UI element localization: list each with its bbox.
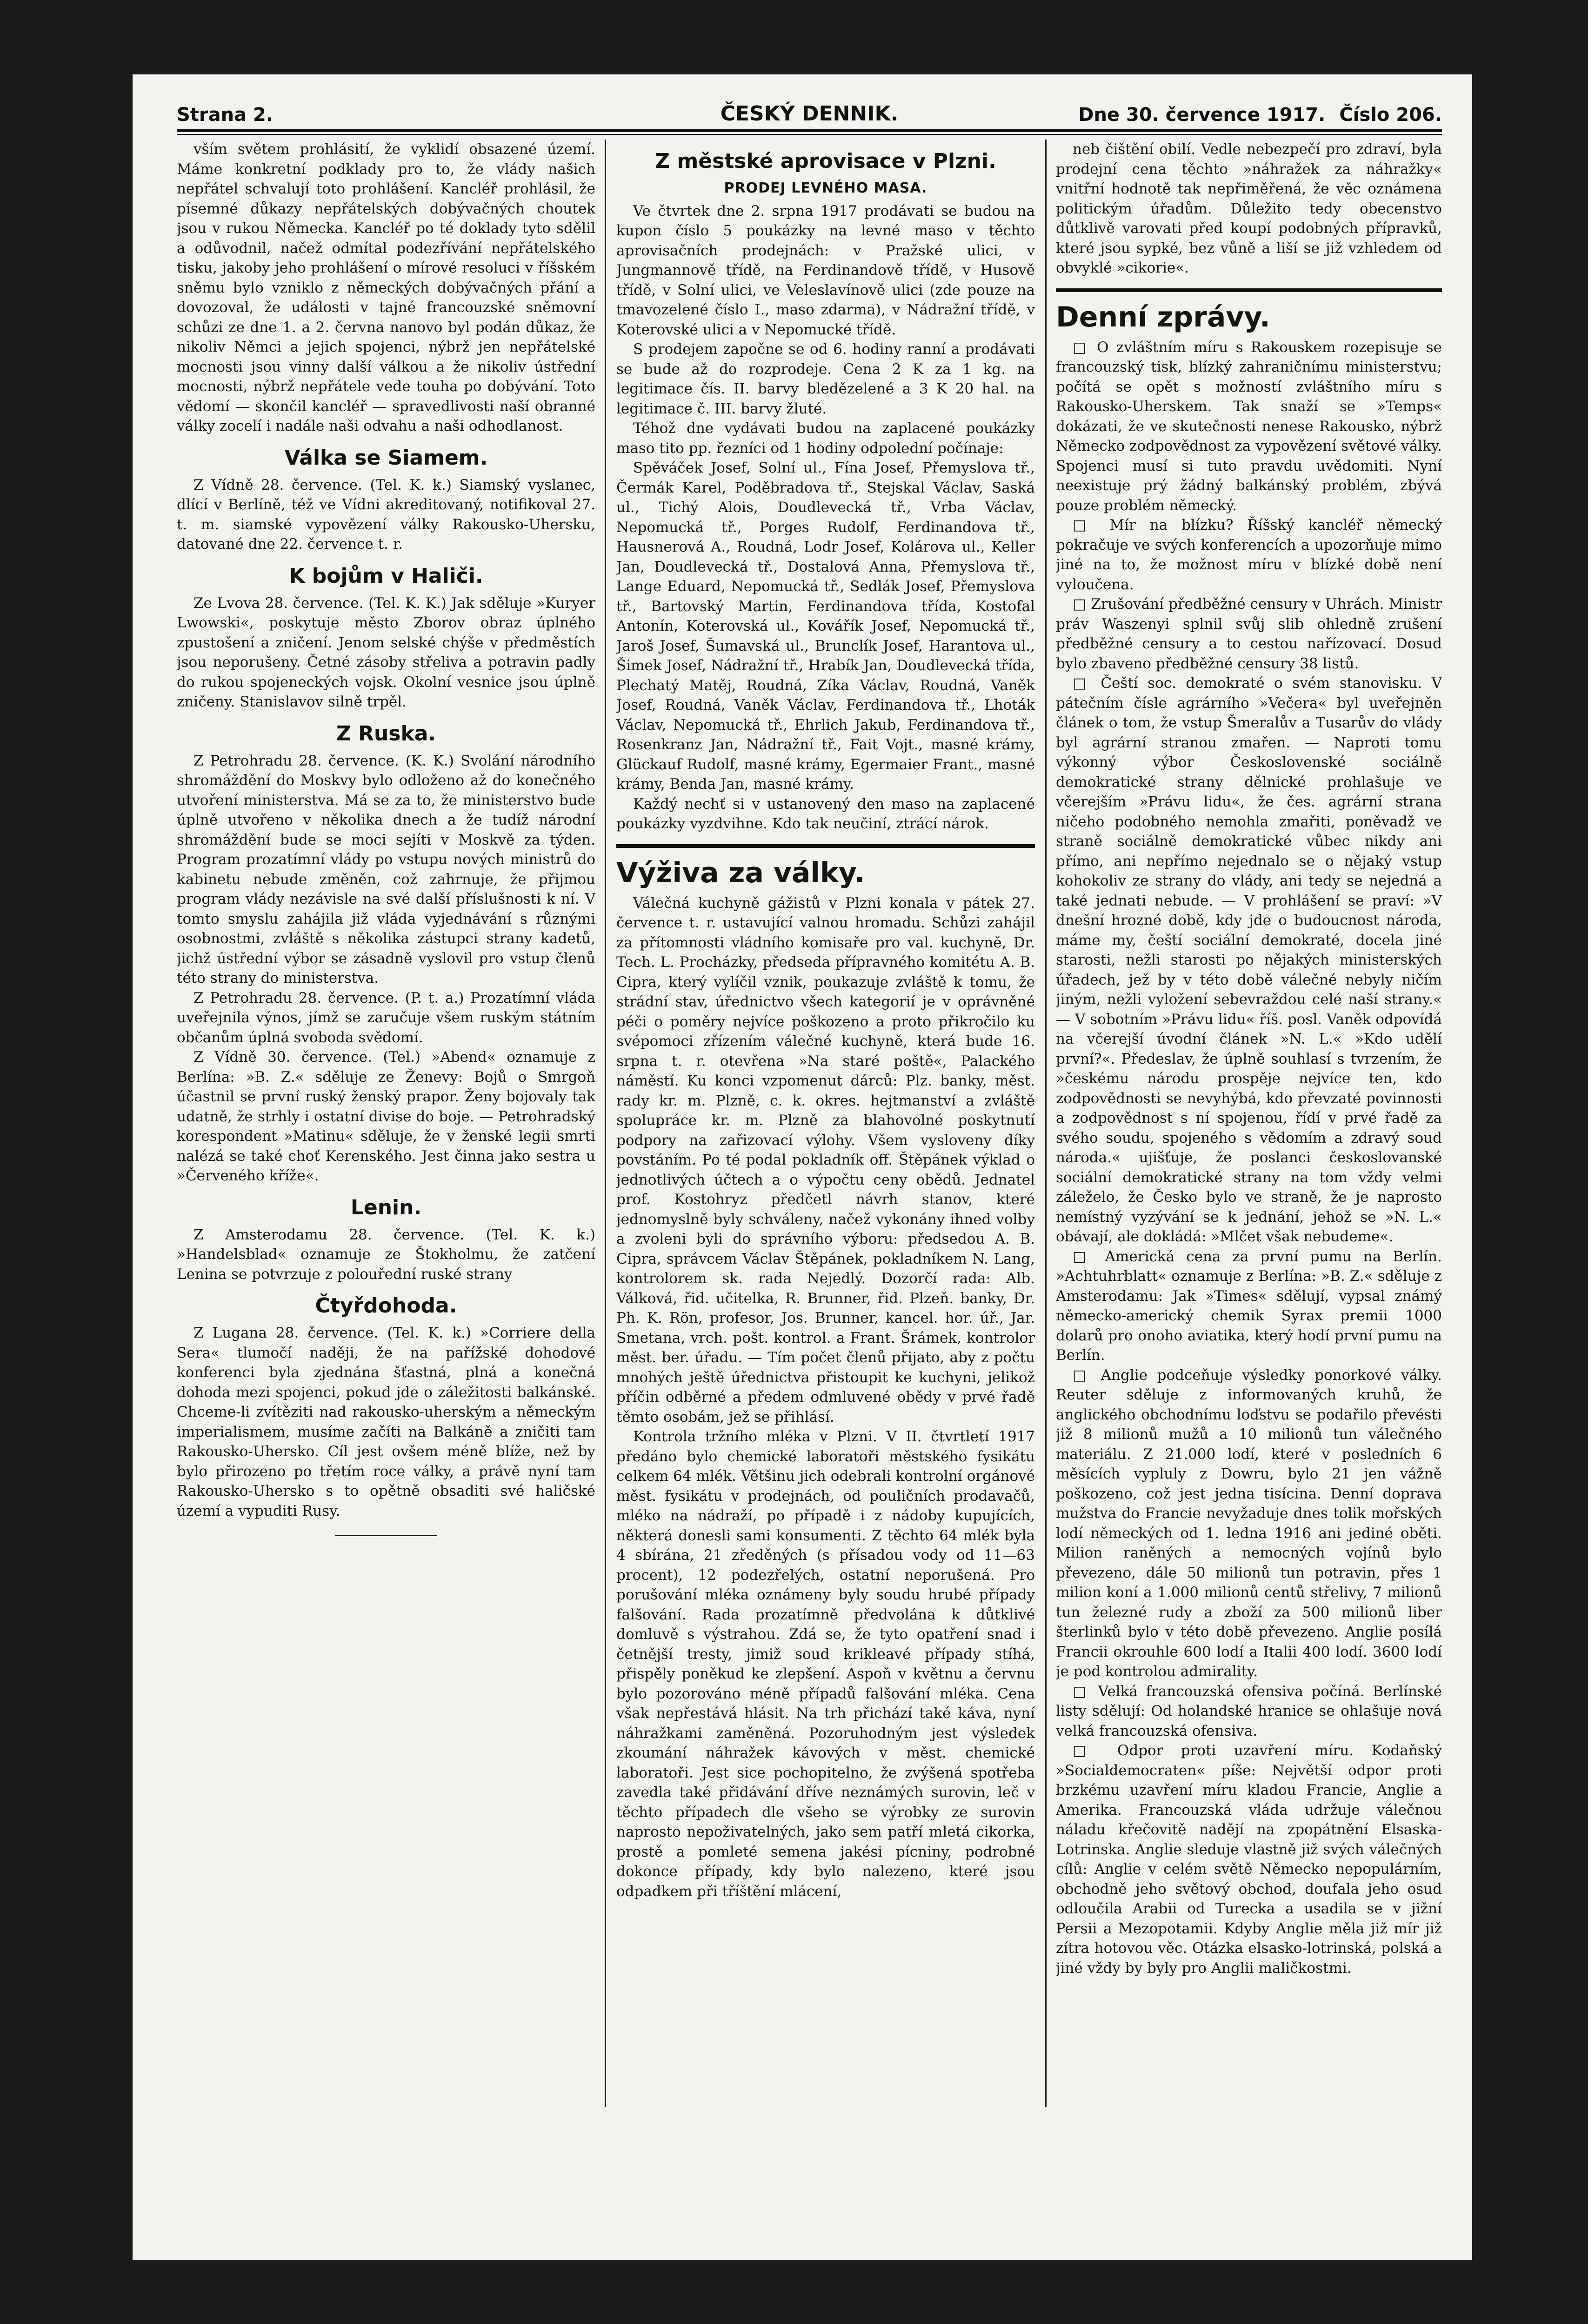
article-headline: Lenin. — [350, 1195, 422, 1219]
article-paragraph: Spěváček Josef, Solní ul., Fína Josef, Přemyslova tř., Čermák Karel, Poděbradova tř., Stejskal Václav, Saská ul., Tichý Alois, Doudlevecká tř., Vrba Václav, Nepomucká tř., Porges Rudolf, Ferdinandova tř., Hausnerová A., Roudná, Lodr Josef, Kolárova ul., Keller Jan, Doudlevecká tř., Dostalová Anna, Přemyslova tř., Lange Eduard, Nepomucká tř., Sedlák Josef, Přemyslova tř., Bartovský Martin, Ferdinandova třída, Kostofal Antonín, Koterovská ul., Kovářík Josef, Nepomucká tř., Jaroš Josef, Šumavská ul., Brunclík Josef, Harantova ul., Šimek Josef, Nádražní tř., Hrabík Jan, Doudlevecká třída, Plechatý Matěj, Roudná, Zíka Václav, Roudná, Vaněk Josef, Roudná, Vaněk Václav, Ferdinandova tř., Lhoták Václav, Nepomucká tř., Ehrlich Jakub, Ferdinandova tř., Rosenkranz Jan, Nádražní tř., Fait Vojt., masné krámy, Glückauf Rudolf, masné krámy, Egermaier Frant., masné krámy, Benda Jan, masné krámy. — [616, 459, 1035, 792]
article-paragraph: □ Odpor proti uzavření míru. Kodaňský »Socialdemocraten« píše: Největší odpor proti brzkému uzavření míru kladou Francie, Anglie a Amerika. Francouzská vláda udržuje válečnou náladu křečovitě nadějí na zpopátnění Elsaska-Lotrinska. Anglie sleduje vlastně již svých válečných cílů: Anglie v celém světě Německo nepopulárním, obchodně jeho světový obchod, doufala jeho osud odloučila Arabii od Turecka a usadila se v jižní Persii a Mezopotamii. Kdyby Anglie měla již mír již zítra hotovou věc. Otázka elsasko-lotrinská, polská a jiné vždy by byly pro Anglii maličkostmi. — [1056, 1742, 1442, 1977]
article-headline: Válka se Siamem. — [284, 446, 488, 470]
column-middle — [616, 140, 1035, 2177]
article-paragraph: □ O zvláštním míru s Rakouskem rozepisuje se francouzský tisk, blízký zahraničnímu ministerstvu; počítá se opět s možností zvláštního míru s Rakousko-Uherskem. Tak snaží se »Temps« dokázati, že ve skutečnosti nenese Rakousko, nýbrž Německo zodpovědnost za vypovězení světové války. Spojenci musí si tuto pravdu uvědomiti. Nyní neexistuje prý žádný balkánský problém, zbývá pouze problém německý. — [1056, 339, 1442, 514]
article-paragraph: □ Americká cena za první pumu na Berlín. »Achtuhrblatt« oznamuje z Berlína: »B. Z.« sděluje z Amsterodamu: Jak »Times« sdělují, vypsal známý německo-americký chemik Syrax premii 1000 dolarů pro onoho aviatika, který hodí první pumu na Berlín. — [1056, 1248, 1442, 1364]
column-left — [177, 140, 595, 2177]
article-headline: Čtyřdohoda. — [315, 1294, 457, 1318]
column-divider — [605, 140, 606, 2107]
article-paragraph: Z Petrohradu 28. července. (P. t. a.) Prozatímní vláda uveřejnila výnos, jímž se zaručuje všem ruským státním občanům úplná svoboda svědomí. — [177, 989, 595, 1046]
article-headline: Výživa za války. — [616, 856, 865, 889]
issue-number: Číslo 206. — [1339, 104, 1442, 126]
article-paragraph: Z Vídně 28. července. (Tel. K. k.) Siamský vyslanec, dlící v Berlíně, též ve Vídni akreditovaný, notifikoval 27. t. m. siamské vypovězení války Rakousko-Uhersku, datované dne 22. července t. r. — [177, 476, 595, 553]
article-paragraph: □ Anglie podceňuje výsledky ponorkové války. Reuter sděluje z informovaných kruhů, že anglického obchodnímu loďstvu se podařilo převésti již 8 milionů mužů a 10 milionů tun válečného materiálu. Z 21.000 lodí, které v posledních 6 měsících vypluly z Dowru, bylo 21 jen vážně poškozeno, což jest jedna tisícina. Denní doprava mužstva do Francie nevyžaduje dnes tolik mořských lodí německých od 1. ledna 1916 ani jediné oběti. Milion raněných a nemocných vojínů bylo převezeno, dále 50 milionů tun potravin, přes 1 milion koní a 1.000 milionů centů střelivy, 7 milionů tun železné rudy a zboží za 500 milionů liber šterlinků bylo v této době převezeno. Anglie posílá Francii okrouhle 600 lodí a Italii 400 lodí. 3600 lodí je pod kontrolou admirality. — [1056, 1366, 1442, 1680]
masthead-rule-thin — [177, 134, 1442, 135]
article-paragraph: □ Mír na blízku? Říšský kancléř německý pokračuje ve svých konferencích a upozorňuje mimo jiné na to, že možnost míru v blízké době není vyloučena. — [1056, 517, 1442, 593]
article-paragraph: □ Velká francouzská ofensiva počíná. Berlínské listy sdělují: Od holandské hranice se ohlašuje nová velká francouzská ofensiva. — [1056, 1683, 1442, 1739]
article-paragraph: Ve čtvrtek dne 2. srpna 1917 prodávati se budou na kupon číslo 5 poukázky na levné maso v těchto aprovisačních prodejnách: v Pražské ulici, v Jungmannově třídě, na Ferdinandově třídě, v Husově třídě, v Solní ulici, ve Veleslavínově ulici (zde pouze na tmavozelené číslo I., maso zdarma), v Nádražní třídě, v Koterovské ulici a v Nepomucké třídě. — [616, 202, 1035, 338]
article-paragraph: Ze Lvova 28. července. (Tel. K. K.) Jak sděluje »Kuryer Lwowski«, poskytuje město Zborov obraz úplného zpustošení a zničení. Jenom selské chýše v předměstích jsou neporušeny. Četné zásoby střeliva a potravin padly do rukou spojeneckých vojsk. Okolní vesnice jsou úplně zničeny. Stanislavov silně trpěl. — [177, 594, 595, 710]
column-divider — [1045, 140, 1047, 2107]
newspaper-page — [133, 74, 1472, 2260]
column-right — [1056, 140, 1442, 2177]
article-paragraph: Z Lugana 28. července. (Tel. K. k.) »Corriere della Sera« tlumočí naději, že na pařížské dohodové konferenci byla zjednána šťastná, plná a konečná dohoda mezi spojenci, pokud jde o záležitosti balkánské. Chceme-li zvítěziti nad rakousko-uherským a německým imperialismem, musíme začíti na Balkáně a zničiti tam Rakousko-Uhersko. Cíl jest ovšem méně blíže, než by bylo přirozeno po třetím roce války, a právě nyní tam Rakousko-Uhersko s to opětně obsaditi své haličské území a vypuditi Rusy. — [177, 1325, 595, 1519]
article-subheadline: PRODEJ LEVNÉHO MASA. — [724, 180, 927, 196]
article-paragraph: Téhož dne vydávati budou na zaplacené poukázky maso tito pp. řezníci od 1 hodiny odpolední počínaje: — [616, 420, 1035, 457]
page-number: Strana 2. — [177, 104, 274, 126]
article-paragraph: Z Vídně 30. července. (Tel.) »Abend« oznamuje z Berlína: »B. Z.« sděluje ze Ženevy: Bojů o Smrgoň účastnil se první ruský ženský prapor. Ženy bojovaly tak udatně, že strhly i ostatní divise do boje. — Petrohradský korespondent »Matinu« sděluje, že v ženské legii smrti nalézá se také choť Kerenského. Jest činna jako sestra u »Červeného kříže«. — [177, 1049, 595, 1184]
article-paragraph: vším světem prohlásití, že vyklidí obsazené území. Máme konkretní podklady pro to, že vlády našich nepřátel schvalují toto prohlášení. Kancléř prohlásil, že písemné důkazy nepřátelských dobývačných choutek jsou v rukou Německa. Kancléř po té doklady tyto sdělil a odůvodnil, načež odmítal podezřívání nepřátelského tisku, jakoby jeho prohlášení o mírové resoluci v říšském sněmu bylo vzniklo z německých dobývačných přání a dovozoval, že události v tajné francouzské sněmovní schůzi ze dne 1. a 2. června nanovo byl podán důkaz, že nikoliv Němci a jejich spojenci, nýbrž jen nepřátelské mocnosti jsou vinny další válkou a že nikoliv ústřední mocnosti, nýbrž nepřátele vede touha po dobývání. Toto vědomí — skončil kancléř — spravedlivosti naší obranné války zocelí i nadále naši odvahu a naši odhodlanost. — [177, 141, 595, 434]
article-paragraph: □ Čeští soc. demokraté o svém stanovisku. V pátečním čísle agrárního »Večera« byl uveřejněn článek o tom, že vstup Šmeralův a Tusarův do vlády byl agrární stranou zmařen. — Naproti tomu výkonný výbor Československé sociálně demokratické strany dělnické prohlašuje ve včerejším »Právu lidu«, že čes. agrární strana ničeho podobného nemohla zmařiti, poněvadž ve straně sociálně demokratické vůbec nikdy ani přímo, ani nepřímo nejednalo se o nějaký vstup kohokoliv ze strany do vlády, ani tedy se nejedná a také jednati nebude. — V prohlášení se praví: »V dnešní hrozné době, kdy jde o budoucnost národa, máme my, čeští sociální demokraté, docela jiné starosti, nežli starosti po nějakých ministerských úřadech, jež by v této době válečné nebyly ničím jiným, nežli vyložení sebevraždou celé naší strany.« — V sobotním »Právu lidu« říš. posl. Vaněk odpovídá na včerejší úvodní článek »N. L.« »Kdo udělí první?«. Předeslav, že úplně souhlasí s tvrzením, že »českému národu prospěje nejvíce ten, kdo zodpovědnosti se nevyhýbá, kdo převzaté povinnosti a zodpovědnost s ní spojenou, řídí v prvé řadě za svého soudu, spojeného s vědomím a zdravý soud národa.« ujišťuje, že poslanci českoslovanské sociální demokratické strany na tom vždy velmi záleželo, že Česko bylo ve straně, že je naprosto nemístný vyzývání se k jednání, jehož se »N. L.« obávají, ale dokládá: »Mlčet však nebudeme«. — [1056, 675, 1442, 1245]
article-paragraph: Z Amsterodamu 28. července. (Tel. K. k.) »Handelsblad« oznamuje ze Štokholmu, že zatčení Lenina se potvrzuje z polouřední ruské strany — [177, 1226, 595, 1283]
article-paragraph: □ Zrušování předběžné censury v Uhrách. Ministr práv Waszenyi splnil svůj slib ohledně zrušení předběžné censury a to cestou nařízovací. Dosud bylo zbaveno předběžné censury 38 listů. — [1056, 596, 1442, 672]
masthead — [177, 93, 1442, 126]
end-rule — [335, 1535, 437, 1536]
article-paragraph: Kontrola tržního mléka v Plzni. V II. čtvrtletí 1917 předáno bylo chemické laboratoři městského fysikátu celkem 64 mlék. Většinu jich odebrali kontrolní orgánové měst. fysikátu v prodejnách, od pouličních prodavačů, mléko na nádraží, po případě i z nádoby kupujících, některá donesli sami konsumenti. Z těchto 64 mlék byla 4 sbírána, 21 zředěných (s přísadou vody od 11—63 procent), 12 podezřelých, ostatní neporušená. Pro porušování mléka oznámeny byly soudu hrubé případy falšování. Rada prozatímně předvolána k důtklivé domluvě s výstrahou. Zdá se, že tyto opatření snad i četnější tresty, jimiž soud krikleavé případy stíhá, přispěly poněkud ke zlepšení. Aspoň v květnu a červnu bylo pozorováno méně případů falšování mléka. Cena však nepřestává hlásit. Na trh přichází také káva, nyní náhražkami zaměněná. Pozoruhodným jest výsledek zkoumání náhražek kávových v měst. chemické laboratoři. Jest sice pochopitelno, že zvýšená spotřeba zavedla také přidávání dříve neznámých surovin, leč v těchto případech dle všeho se výrobky ze surovin naprosto nepoživatelných, jako sem patří mletá cikorka, prostě a pomleté semena jakési pícniny, podrobné dokonce případy, kdy bylo nalezeno, které jsou odpadkem při tříštění mlácení, — [616, 1428, 1035, 1900]
article-headline: Z městské aprovisace v Plzni. — [655, 149, 996, 173]
article-paragraph: neb čištění obilí. Vedle nebezpečí pro zdraví, byla prodejní cena těchto »náhražek za náhražky« vnitřní hodnotě tak nepřiměřená, že věc oznámena politickým úřadům. Důležito tedy obecenstvo důtklivě varovati před koupí podobných přípravků, které jsou sypké, bez vůně a liší se již vzhledem od obvyklé »cikorie«. — [1056, 141, 1442, 276]
issue-date: Dne 30. července 1917. — [1078, 104, 1326, 126]
section-rule — [616, 844, 1035, 848]
article-headline: K bojům v Haliči. — [289, 564, 483, 588]
article-paragraph: Válečná kuchyně gážistů v Plzni konala v pátek 27. července t. r. ustavující valnou hromadu. Schůzi zahájil za přítomnosti vládního komisaře pro val. kuchyně, Dr. Tech. L. Procházky, předseda přípravného komitétu A. B. Cipra, který vylíčil vznik, poukazuje zvláště k tomu, že strádní stav, úřednictvo všech kategorií je v oprávněné péči o poměry nejvíce poškozeno a proto přikročilo ku svépomoci zřízením válečné kuchyně, která bude 16. srpna t. r. otevřena »Na staré poště«, Palackého náměstí. Ku konci vzpomenut dárců: Plz. banky, měst. rady kr. m. Plzně, c. k. okres. hejtmanství a zvláště spolupráce kr. m. Plzně za blahovolné poskytnutí podpory na zařizovací výlohy. Všem vysloveny díky povstáním. Po té podal pokladník off. Štěpánek výklad o jednotlivých účtech a o výpočtu ceny obědů. Jednatel prof. Kostohryz předčetl návrh stanov, které jednomyslně byly schváleny, načež vykonány ihned volby a zvoleni byli do správního výboru: předsedou A. B. Cipra, správcem Václav Štěpánek, pokladníkem N. Lang, kontrolorem sk. rada Nejedlý. Dozorčí rada: Alb. Válková, řid. učitelka, R. Brunner, řid. Plzeň. banky, Dr. Ph. K. Rön, profesor, Jos. Brunner, kancel. hor. úř., Jar. Smetana, vrch. pošt. kontrol. a Frant. Šrámek, kontrolor měst. ber. úřadu. — Tím počet členů přijato, aby z počtu mnohých ještě úřednictva přistoupit ke kuchyni, jelikož příčin odběrné a předem odmluvené obědy v prvé řadě těmto osobám, jež se přihlásí. — [616, 894, 1035, 1425]
article-headline: Denní zprávy. — [1056, 300, 1270, 333]
article-paragraph: S prodejem započne se od 6. hodiny ranní a prodávati se bude až do rozprodeje. Cena 2 K za 1 kg. na legitimace čís. II. barvy bledězelené a 3 K 20 hal. na legitimace č. III. barvy žluté. — [616, 341, 1035, 417]
article-paragraph: Z Petrohradu 28. července. (K. K.) Svolání národního shromáždění do Moskvy bylo odloženo až do konečného utvoření ministerstva. Má se za to, že ministerstvo bude úplně utvořeno v několika dnech a že tudíž národní shromáždění bude se moci sejíti v Moskvě za týden. Program prozatímní vlády po vstupu nových ministrů do kabinetu nebude změněn, což zahrnuje, že přijmou program vlády nezávisle na své další příslušnosti k ní. V tomto smyslu zahájila již vláda vyjednávání s různými osobnostmi, zvláště s několika zástupci strany kadetů, jichž ústřední výbor se zásadně vyslovil pro vstup členů této strany do ministerstva. — [177, 752, 595, 986]
article-paragraph: Každý nechť si v ustanovený den maso na zaplacené poukázky vyzdvihne. Kdo tak neučiní, ztrácí nárok. — [616, 795, 1035, 832]
masthead-rule — [177, 129, 1442, 132]
article-headline: Z Ruska. — [336, 721, 436, 746]
newspaper-title: ČESKÝ DENNIK. — [720, 102, 899, 126]
section-rule — [1056, 288, 1442, 292]
